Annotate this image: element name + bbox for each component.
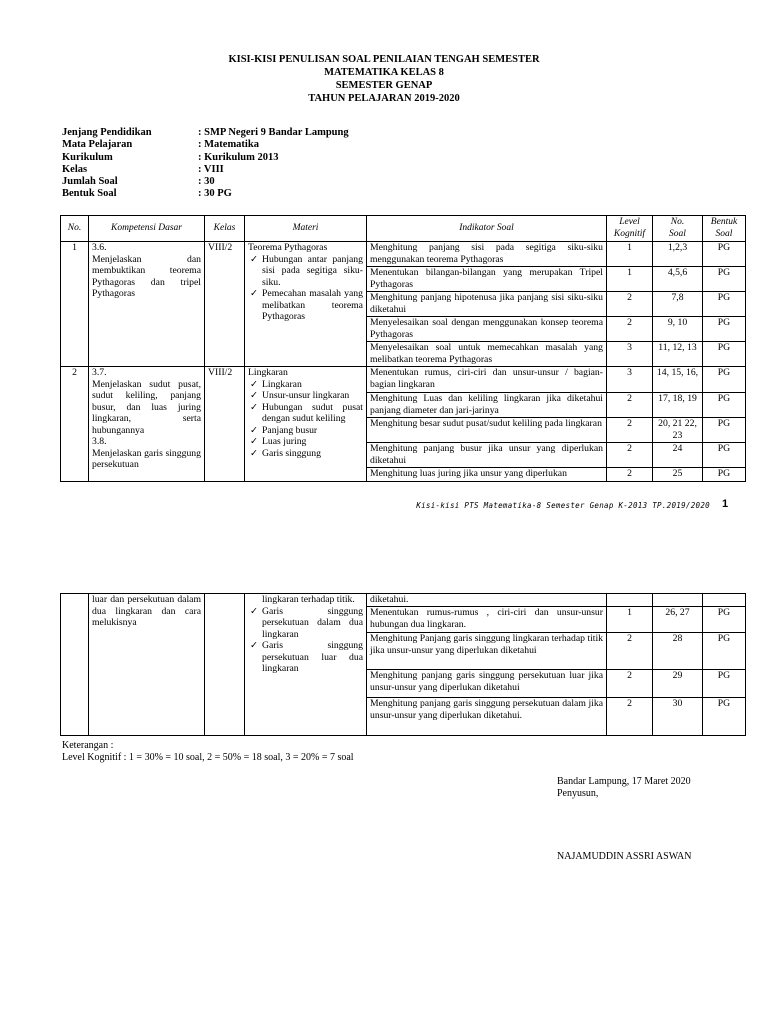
info-value: : 30: [198, 176, 215, 188]
no-soal-cell: 29: [653, 670, 703, 698]
no-soal-cell: 25: [653, 468, 703, 482]
materi-item-text: Hubungan antar panjang sisi pada segitiga siku-siku.: [262, 253, 363, 288]
materi-cell: [245, 594, 367, 736]
indikator-cell: Menentukan bilangan-bilangan yang merupakan Tripel Pythagoras: [367, 267, 607, 292]
checkmark-icon: ✓: [250, 605, 259, 617]
level-cell: 2: [607, 393, 653, 418]
document-page-2: [0, 560, 768, 1024]
materi-item-text: Garis singgung: [262, 447, 321, 459]
materi-cell: [245, 242, 367, 367]
no-soal-cell: 20, 21 22, 23: [653, 418, 703, 443]
level-cell: 2: [607, 317, 653, 342]
kd-code: 3.6.: [92, 242, 107, 253]
materi-item-text: Lingkaran: [262, 378, 302, 390]
indikator-cell: Menyelesaikan soal untuk memecahkan masalah yang melibatkan teorema Pythagoras: [367, 342, 607, 367]
header-level-line: Level: [619, 217, 640, 227]
no-soal-cell: 30: [653, 698, 703, 736]
materi-item-text: Unsur-unsur lingkaran: [262, 390, 350, 401]
bentuk-soal-cell: PG: [703, 367, 746, 393]
signature-name: NAJAMUDDIN ASSRI ASWAN: [557, 851, 692, 862]
header-kompetensi-dasar: Kompetensi Dasar: [89, 216, 205, 242]
materi-item: [248, 640, 363, 675]
checkmark-icon: ✓: [250, 390, 259, 401]
header-indikator-soal: Indikator Soal: [367, 216, 607, 242]
level-cell: 1: [607, 267, 653, 292]
header-no: No.: [61, 216, 89, 242]
materi-item: [248, 606, 363, 641]
bentuk-soal-cell: PG: [703, 443, 746, 468]
no-soal-cell: 17, 18, 19: [653, 393, 703, 418]
level-cell: 2: [607, 633, 653, 670]
info-label: Mata Pelajaran: [62, 139, 133, 151]
level-cell: 2: [607, 443, 653, 468]
page-gap: [0, 520, 768, 560]
materi-title: Lingkaran: [248, 367, 288, 378]
checkmark-icon: ✓: [250, 253, 259, 265]
materi-item-text: Garis singgung persekutuan dalam dua lingkaran: [262, 605, 363, 640]
table-row: [61, 367, 746, 393]
level-cell: 1: [607, 242, 653, 267]
kisi-kisi-table: [60, 215, 746, 482]
signature-role: Penyusun,: [557, 788, 599, 799]
materi-item-text: Luas juring: [262, 436, 307, 447]
materi-item: [248, 254, 363, 289]
info-row: [62, 164, 458, 176]
materi-item: [248, 425, 363, 437]
indikator-cell: Menghitung Panjang garis singgung lingkaran terhadap titik jika unsur-unsur yang diperlukan diketahui: [367, 633, 607, 670]
materi-item: [248, 402, 363, 425]
kd-code: 3.7.: [92, 367, 107, 378]
materi-item: [248, 448, 363, 460]
info-value: : 30 PG: [198, 188, 232, 200]
level-cell: 3: [607, 342, 653, 367]
table-row: [61, 242, 746, 267]
materi-item-text: Panjang busur: [262, 424, 318, 436]
no-soal-cell: 28: [653, 633, 703, 670]
info-label: Bentuk Soal: [62, 188, 117, 200]
no-soal-cell: 4,5,6: [653, 267, 703, 292]
bentuk-soal-cell: PG: [703, 292, 746, 317]
info-label: Jumlah Soal: [62, 176, 118, 188]
header-no-soal: [653, 216, 703, 242]
kompetensi-dasar-cell: [89, 367, 205, 482]
header-materi: Materi: [245, 216, 367, 242]
kd-text: Menjelaskan dan membuktikan teorema Pythagoras dan tripel Pythagoras: [92, 253, 201, 299]
materi-item: [248, 436, 363, 448]
kd-text: Menjelaskan garis singgung persekutuan: [92, 447, 201, 470]
info-value: : Kurikulum 2013: [198, 151, 279, 163]
header-kelas: Kelas: [205, 216, 245, 242]
header-bentuk-line: Bentuk: [710, 217, 738, 227]
kelas-cell: [205, 594, 245, 736]
no-soal-cell: [653, 594, 703, 607]
doc-title-line-3: SEMESTER GENAP: [335, 80, 433, 91]
materi-cell: [245, 367, 367, 482]
doc-title-line-4: TAHUN PELAJARAN 2019-2020: [308, 93, 460, 104]
keterangan-text: Level Kognitif : 1 = 30% = 10 soal, 2 = 50% = 18 soal, 3 = 20% = 7 soal: [62, 752, 354, 763]
indikator-cell: Menyelesaikan soal dengan menggunakan konsep teorema Pythagoras: [367, 317, 607, 342]
info-value: : SMP Negeri 9 Bandar Lampung: [198, 127, 349, 138]
materi-item-text: Pemecahan masalah yang melibatkan teorema Pythagoras: [262, 288, 363, 322]
indikator-cell: Menghitung besar sudut pusat/sudut keliling pada lingkaran: [367, 418, 607, 443]
materi-item-text: Garis singgung persekutuan luar dua lingkaran: [262, 640, 363, 674]
no-soal-cell: 1,2,3: [653, 242, 703, 267]
checkmark-icon: ✓: [250, 288, 259, 299]
kompetensi-dasar-cell: [89, 242, 205, 367]
row-number: 1: [61, 242, 89, 367]
header-bentuk-line: Soal: [715, 228, 733, 239]
info-row: [62, 176, 458, 188]
materi-item: [248, 390, 363, 402]
indikator-cell: Menghitung luas juring jika unsur yang diperlukan: [367, 468, 607, 482]
doc-title-line-2: MATEMATIKA KELAS 8: [324, 67, 444, 78]
indikator-cell: Menghitung Luas dan keliling lingkaran jika diketahui panjang diameter dan jari-jarinya: [367, 393, 607, 418]
checkmark-icon: ✓: [250, 447, 259, 459]
bentuk-soal-cell: PG: [703, 317, 746, 342]
info-row: [62, 188, 458, 200]
checkmark-icon: ✓: [250, 640, 259, 651]
level-cell: 2: [607, 292, 653, 317]
info-row: [62, 152, 458, 164]
kompetensi-dasar-cell: luar dan persekutuan dalam dua lingkaran dan cara melukisnya: [89, 594, 205, 736]
kelas-cell: VIII/2: [205, 367, 245, 482]
header-bentuk-soal: [703, 216, 746, 242]
checkmark-icon: ✓: [250, 424, 259, 436]
keterangan-title: Keterangan :: [62, 740, 114, 751]
no-soal-cell: 24: [653, 443, 703, 468]
bentuk-soal-cell: PG: [703, 607, 746, 633]
page-footer-text: Kisi-kisi PTS Matematika-8 Semester Genap K-2013 TP.2019/2020: [416, 501, 710, 510]
indikator-cell: Menghitung panjang garis singgung persekutuan dalam jika unsur-unsur yang diperlukan diketahui.: [367, 698, 607, 736]
bentuk-soal-cell: [703, 594, 746, 607]
header-level-line: Kognitif: [613, 228, 646, 239]
materi-title: Teorema Pythagoras: [248, 242, 328, 253]
table-header-row: [61, 216, 746, 242]
bentuk-soal-cell: PG: [703, 468, 746, 482]
bentuk-soal-cell: PG: [703, 242, 746, 267]
materi-item: [248, 379, 363, 391]
level-cell: 2: [607, 670, 653, 698]
level-cell: 3: [607, 367, 653, 393]
level-cell: 1: [607, 607, 653, 633]
checkmark-icon: ✓: [250, 401, 259, 413]
info-label: Kelas: [62, 163, 88, 175]
indikator-cell: Menghitung panjang garis singgung persekutuan luar jika unsur-unsur yang diperlukan diketahui: [367, 670, 607, 698]
bentuk-soal-cell: PG: [703, 633, 746, 670]
info-block: [62, 127, 458, 201]
checkmark-icon: ✓: [250, 378, 259, 390]
level-cell: 2: [607, 418, 653, 443]
checkmark-icon: ✓: [250, 436, 259, 447]
level-cell: 2: [607, 698, 653, 736]
no-soal-cell: 26, 27: [653, 607, 703, 633]
level-cell: [607, 594, 653, 607]
header-level-kognitif: [607, 216, 653, 242]
info-label: Jenjang Pendidikan: [62, 127, 152, 138]
indikator-cell: Menentukan rumus-rumus , ciri-ciri dan unsur-unsur hubungan dua lingkaran.: [367, 607, 607, 633]
info-label: Kurikulum: [62, 151, 113, 163]
indikator-cell: Menghitung panjang hipotenusa jika panjang sisi siku-siku diketahui: [367, 292, 607, 317]
bentuk-soal-cell: PG: [703, 670, 746, 698]
page-number: 1: [722, 498, 729, 510]
bentuk-soal-cell: PG: [703, 698, 746, 736]
no-soal-cell: 9, 10: [653, 317, 703, 342]
header-nosoal-line: No.: [670, 217, 685, 227]
doc-title-line-1: KISI-KISI PENULISAN SOAL PENILAIAN TENGAH SEMESTER: [228, 54, 540, 65]
bentuk-soal-cell: PG: [703, 418, 746, 443]
level-cell: 2: [607, 468, 653, 482]
no-soal-cell: 14, 15, 16,: [653, 367, 703, 393]
info-row: [62, 139, 458, 151]
kelas-cell: VIII/2: [205, 242, 245, 367]
kd-code: 3.8.: [92, 436, 107, 447]
info-value: : Matematika: [198, 139, 259, 151]
info-value: : VIII: [198, 163, 224, 175]
materi-item: [248, 288, 363, 323]
materi-item-text: lingkaran terhadap titik.: [262, 594, 355, 605]
bentuk-soal-cell: PG: [703, 267, 746, 292]
no-soal-cell: 7,8: [653, 292, 703, 317]
indikator-cell: Menghitung panjang sisi pada segitiga siku-siku menggunakan teorema Pythagoras: [367, 242, 607, 267]
kisi-kisi-table-continued: [60, 593, 746, 736]
header-nosoal-line: Soal: [669, 228, 686, 239]
indikator-cell: Menghitung panjang busur jika unsur yang diperlukan diketahui: [367, 443, 607, 468]
indikator-cell: diketahui.: [367, 594, 607, 607]
materi-item-text: Hubungan sudut pusat dengan sudut keliling: [262, 401, 363, 424]
info-row: [62, 127, 458, 139]
signature-place-date: Bandar Lampung, 17 Maret 2020: [557, 776, 691, 787]
row-number: [61, 594, 89, 736]
table-row: [61, 594, 746, 607]
indikator-cell: Menentukan rumus, ciri-ciri dan unsur-unsur / bagian-bagian lingkaran: [367, 367, 607, 393]
bentuk-soal-cell: PG: [703, 393, 746, 418]
row-number: 2: [61, 367, 89, 482]
no-soal-cell: 11, 12, 13: [653, 342, 703, 367]
bentuk-soal-cell: PG: [703, 342, 746, 367]
kd-text: Menjelaskan sudut pusat, sudut keliling, panjang busur, dan luas juring lingkaran, serta hubungannya: [92, 378, 201, 436]
